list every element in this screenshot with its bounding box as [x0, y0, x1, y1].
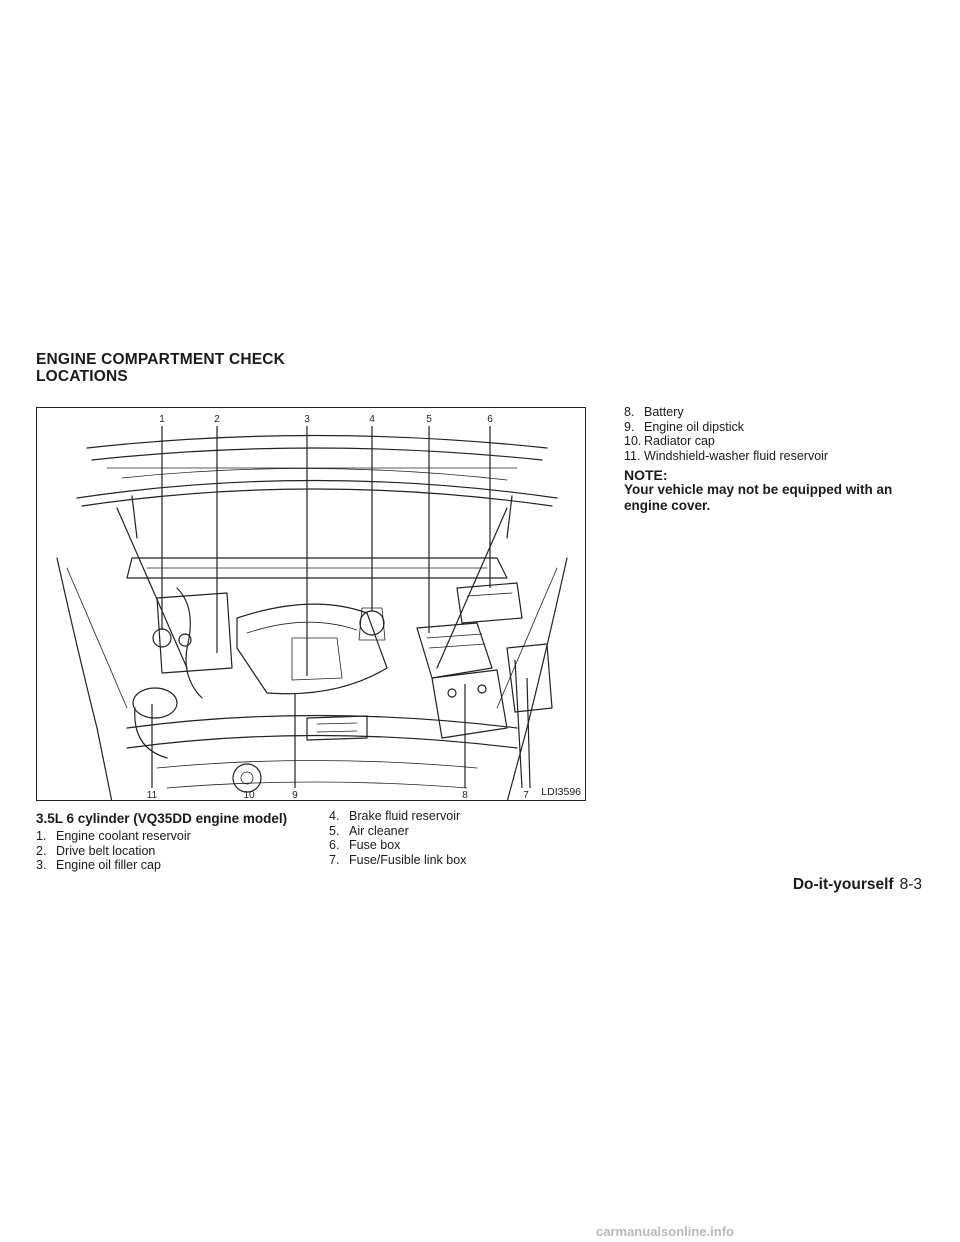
watermark: carmanualsonline.info	[596, 1224, 734, 1239]
note-text: Your vehicle may not be equipped with an engine cover.	[624, 482, 893, 513]
engine-compartment-illustration	[36, 407, 586, 801]
legend-item: 4. Brake fluid reservoir	[329, 809, 461, 823]
page-footer	[793, 876, 922, 894]
callout-label-8: 8	[462, 790, 468, 801]
callout-label-9: 9	[292, 790, 298, 801]
callout-label-1: 1	[159, 414, 165, 425]
legend-list-column-1	[36, 829, 191, 873]
legend-item: 3. Engine oil filler cap	[36, 858, 161, 872]
legend-list-column-3	[624, 405, 828, 463]
legend-item: 6. Fuse box	[329, 838, 401, 852]
callout-label-7: 7	[523, 790, 529, 801]
callout-label-11: 11	[146, 790, 158, 801]
section-heading: ENGINE COMPARTMENT CHECK LOCATIONS	[36, 351, 286, 385]
legend-list-column-2	[329, 809, 466, 867]
engine-model-caption: 3.5L 6 cylinder (VQ35DD engine model)	[36, 811, 288, 826]
legend-item: 2. Drive belt location	[36, 843, 156, 858]
callout-label-4: 4	[369, 414, 375, 425]
callout-label-2: 2	[214, 414, 220, 425]
callout-label-10: 10	[243, 790, 255, 801]
figure-code: LDI3596	[541, 786, 581, 798]
footer-section-title: Do-it-yourself	[792, 876, 894, 893]
note-title: NOTE:	[624, 467, 668, 483]
legend-item: 11. Windshield-washer fluid reservoir	[624, 448, 829, 463]
callout-label-6: 6	[487, 414, 493, 425]
legend-item: 10. Radiator cap	[624, 434, 715, 448]
callout-label-5: 5	[426, 414, 432, 425]
page-number: 8-3	[899, 876, 922, 893]
legend-item: 1. Engine coolant reservoir	[36, 829, 191, 843]
legend-item: 9. Engine oil dipstick	[624, 419, 745, 434]
engine-line-drawing	[37, 408, 586, 801]
legend-item: 7. Fuse/Fusible link box	[329, 852, 467, 867]
callout-label-3: 3	[304, 414, 310, 425]
legend-item: 5. Air cleaner	[329, 823, 409, 838]
legend-item: 8. Battery	[624, 405, 684, 419]
